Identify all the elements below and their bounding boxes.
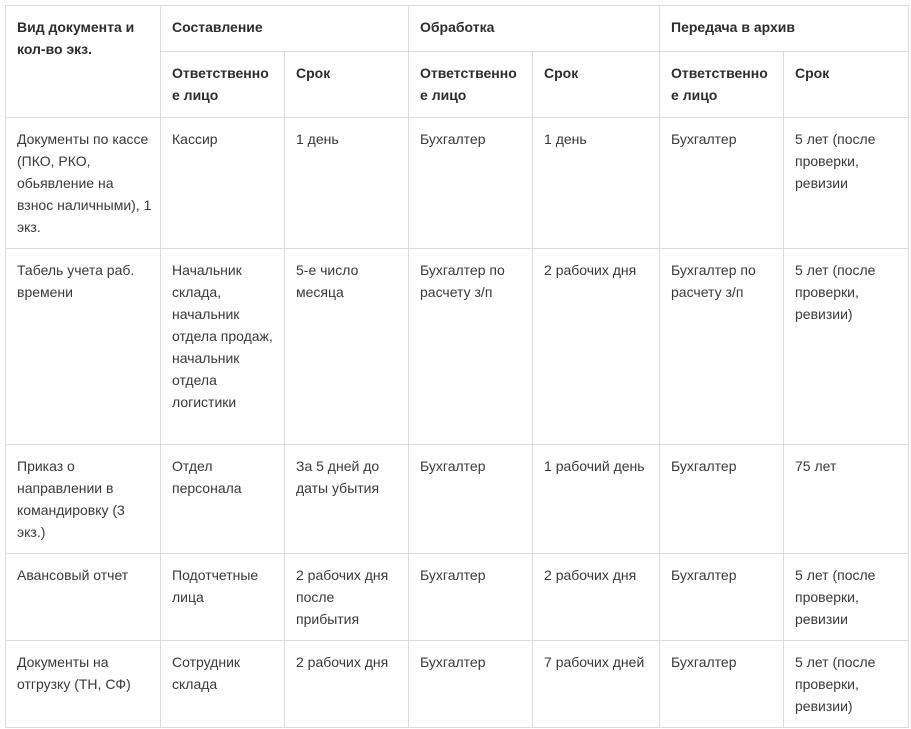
header-group-processing: Обработка bbox=[409, 6, 660, 52]
table-row bbox=[6, 249, 909, 445]
cell-composition-responsible: Подотчетные лица bbox=[161, 554, 285, 641]
cell-processing-term: 2 рабочих дня bbox=[533, 554, 660, 641]
cell-composition-responsible: Отдел персонала bbox=[161, 445, 285, 554]
cell-composition-term: 2 рабочих дня bbox=[285, 641, 409, 728]
table-row bbox=[6, 118, 909, 249]
header-group-archive: Передача в архив bbox=[660, 6, 909, 52]
cell-processing-responsible: Бухгалтер по расчету з/п bbox=[409, 249, 533, 445]
cell-archive-term: 5 лет (после проверки, ревизии) bbox=[784, 641, 909, 728]
cell-processing-term: 1 рабочий день bbox=[533, 445, 660, 554]
cell-processing-term: 1 день bbox=[533, 118, 660, 249]
cell-processing-responsible: Бухгалтер bbox=[409, 641, 533, 728]
cell-doc: Документы по кассе (ПКО, РКО, обьявление на взнос наличными), 1 экз. bbox=[6, 118, 161, 249]
cell-doc: Документы на отгрузку (ТН, СФ) bbox=[6, 641, 161, 728]
header-composition-responsible: Ответственное лицо bbox=[161, 52, 285, 118]
header-composition-term: Срок bbox=[285, 52, 409, 118]
cell-composition-term: 1 день bbox=[285, 118, 409, 249]
cell-doc: Табель учета раб. времени bbox=[6, 249, 161, 445]
cell-composition-term: 2 рабочих дня после прибытия bbox=[285, 554, 409, 641]
table-row bbox=[6, 641, 909, 728]
header-doc-type-label: Вид документа и кол-во экз. bbox=[17, 19, 135, 57]
cell-composition-responsible: Кассир bbox=[161, 118, 285, 249]
header-processing-responsible: Ответственное лицо bbox=[409, 52, 533, 118]
cell-archive-responsible: Бухгалтер bbox=[660, 445, 784, 554]
cell-composition-responsible: Сотрудник склада bbox=[161, 641, 285, 728]
cell-archive-term: 75 лет bbox=[784, 445, 909, 554]
header-group-composition: Составление bbox=[161, 6, 409, 52]
cell-composition-responsible: Начальник склада, начальник отдела продаж, начальник отдела логистики bbox=[161, 249, 285, 445]
cell-archive-responsible: Бухгалтер bbox=[660, 641, 784, 728]
header-doc-type bbox=[6, 6, 161, 118]
cell-processing-term: 7 рабочих дней bbox=[533, 641, 660, 728]
cell-archive-responsible: Бухгалтер bbox=[660, 118, 784, 249]
cell-composition-term: За 5 дней до даты убытия bbox=[285, 445, 409, 554]
table-row bbox=[6, 554, 909, 641]
cell-doc: Авансовый отчет bbox=[6, 554, 161, 641]
cell-processing-responsible: Бухгалтер bbox=[409, 118, 533, 249]
cell-archive-term: 5 лет (после проверки, ревизии bbox=[784, 554, 909, 641]
cell-processing-responsible: Бухгалтер bbox=[409, 445, 533, 554]
header-archive-responsible: Ответственное лицо bbox=[660, 52, 784, 118]
table-row bbox=[6, 445, 909, 554]
header-row-groups bbox=[6, 6, 909, 52]
document-flow-table bbox=[5, 5, 909, 728]
cell-processing-term: 2 рабочих дня bbox=[533, 249, 660, 445]
cell-archive-term: 5 лет (после проверки, ревизии) bbox=[784, 249, 909, 445]
cell-archive-responsible: Бухгалтер по расчету з/п bbox=[660, 249, 784, 445]
cell-archive-responsible: Бухгалтер bbox=[660, 554, 784, 641]
header-processing-term: Срок bbox=[533, 52, 660, 118]
header-archive-term: Срок bbox=[784, 52, 909, 118]
cell-archive-term: 5 лет (после проверки, ревизии bbox=[784, 118, 909, 249]
cell-doc: Приказ о направлении в командировку (3 экз.) bbox=[6, 445, 161, 554]
cell-processing-responsible: Бухгалтер bbox=[409, 554, 533, 641]
cell-composition-term: 5-е число месяца bbox=[285, 249, 409, 445]
